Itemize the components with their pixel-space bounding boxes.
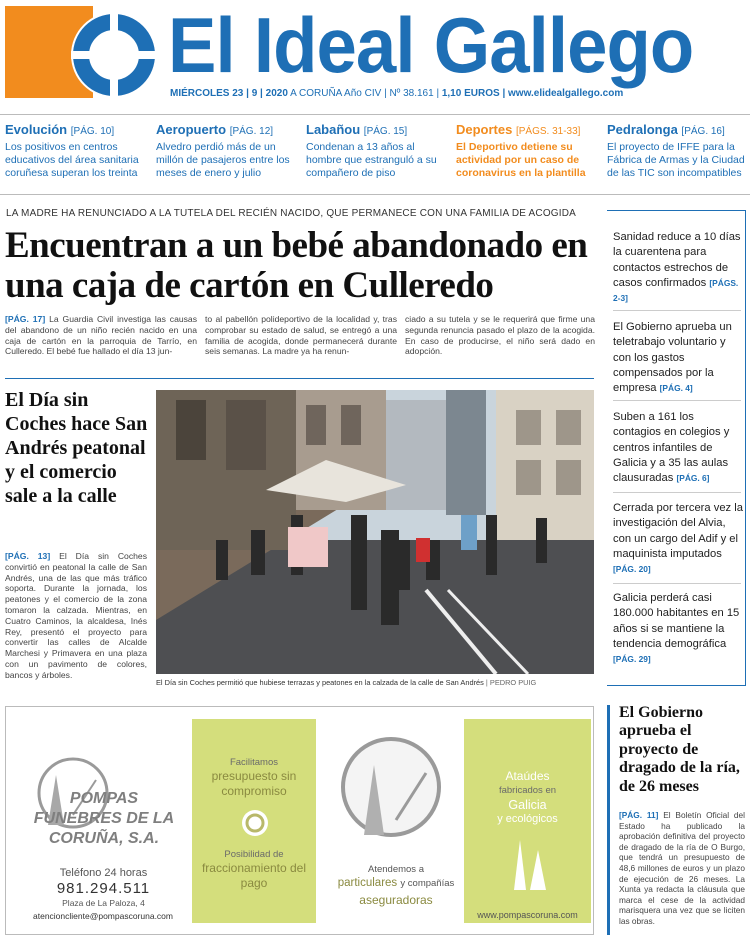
sidebar-story-page-ref[interactable]: [PÁG. 11] <box>619 810 659 820</box>
edition-info <box>170 88 623 99</box>
second-story-page-ref[interactable]: [PÁG. 13] <box>5 551 51 561</box>
teaser-page: [PÁG. 16] <box>681 126 725 137</box>
teaser-text: Los positivos en centros educativos del área sanitaria coruñesa superan los treinta <box>5 141 139 179</box>
teaser-pedralonga[interactable] <box>607 122 747 180</box>
sidebar-item-demografia[interactable]: Galicia perderá casi 180.000 habitantes en 15 años si se mantiene la tendencia demográfica [PÁG. 29] <box>613 592 740 665</box>
divider <box>613 583 741 584</box>
sidebar-item-sanidad[interactable]: Sanidad reduce a 10 días la cuarentena para contactos estrechos de casos confirmados [PÁGS. 2-3] <box>613 231 741 304</box>
edition-website: | www.elidealgallego.com <box>502 88 624 99</box>
teaser-deportes[interactable] <box>456 122 601 180</box>
divider <box>613 400 741 401</box>
teaser-page: [PÁG. 10] <box>70 126 115 137</box>
main-story-col-3: ciado a su tutela y se le requerirá que firme una segunda renuncia pasado el plazo de la acogida. En caso de producirse, el niño será dado en adopción. <box>405 314 595 357</box>
teaser-text: El Deportivo detiene su actividad por un caso de coronavirus en la plantilla <box>456 141 586 179</box>
sidebar-story-body: [PÁG. 11] El Boletín Oficial del Estado ha publicado la aprobación definitiva del proyecto de dragado de la ría de O Burgo, que tendrá un presupuesto de 48,6 millones de euros y un plazo de ejecución de 26 meses. La Xunta ya redacta la cláusula que marca el cese de la actividad marisquera una vez que se liciten las obras. <box>619 810 746 926</box>
teaser-page: [PÁG. 15] <box>363 126 408 137</box>
photo-caption: El Día sin Coches permitió que hubiese terrazas y peatones en la calzada de la calle de San Andrés | PEDRO PUIG <box>156 678 537 687</box>
ad-product-4: y ecológicos <box>497 813 558 825</box>
sidebar-item-alvia[interactable]: Cerrada por tercera vez la investigación del Alvia, con un cargo del Adif y el maquinista imputados [PÁG. 20] <box>613 502 743 575</box>
street-photo <box>156 390 594 674</box>
main-story-col-2: to al pabellón polideportivo de la localidad y, tras comprobar su estado de salud, se entregó a una familia de acogida, donde permanecerá durante seis semanas. La madre ya ha renun- <box>205 314 397 357</box>
divider <box>613 310 741 311</box>
ad-offer-3: Posibilidad de <box>224 849 284 860</box>
teaser-title: Labañou <box>306 122 361 137</box>
edition-city: A CORUÑA Año CIV <box>290 88 382 99</box>
clock-icon <box>240 808 270 838</box>
ad-address: Plaza de La Paloza, 4 <box>62 898 145 908</box>
newspaper-title: El Ideal Gallego <box>168 1 694 89</box>
teaser-title: Pedralonga <box>607 122 678 137</box>
sidebar-item-contagios[interactable]: Suben a 161 los contagios en colegios y centros infantiles de Galicia y a 35 las aulas clausuradas [PÁG. 6] <box>613 411 730 485</box>
second-story-body: [PÁG. 13] El Día sin Coches convirtió en peatonal la calle de San Andrés, una de las que más tráfico soporta. Durante la jornada, los peatones y el comercio de la zona tomaron la calzada. Mientras, en Cuatro Caminos, la alcaldesa, Inés Rey, presentó el proyecto para convertir las calles de Alcalde Marchesi y Primavera en una plaza con un pavimento de colores, bancos y árboles. <box>5 551 147 680</box>
divider <box>0 194 750 195</box>
masthead <box>0 0 750 105</box>
teaser-page: [PÁGS. 31-33] <box>515 126 581 137</box>
teaser-title: Deportes <box>456 122 513 137</box>
cypress-trees-icon <box>506 832 552 892</box>
teaser-aeropuerto[interactable] <box>156 122 301 180</box>
edition-price: 1,10 EUROS <box>441 88 500 99</box>
newspaper-logo-icon <box>5 6 163 98</box>
teaser-labanou[interactable] <box>306 122 451 180</box>
teaser-evolucion[interactable] <box>5 122 150 180</box>
funeral-home-ad[interactable] <box>5 706 594 935</box>
teaser-text: Condenan a 13 años al hombre que estranguló a su compañero de piso <box>306 141 437 179</box>
divider <box>5 378 594 379</box>
ad-service-2: particulares y compañías <box>337 877 455 889</box>
ad-product-3: Galicia <box>508 798 547 812</box>
main-story-body <box>5 314 595 364</box>
sidebar-story-accent <box>607 705 610 935</box>
ad-email[interactable]: atencioncliente@pompascoruna.com <box>33 911 173 921</box>
ad-offer-2: presupuesto sin compromiso <box>211 769 297 798</box>
ad-website[interactable]: www.pompascoruna.com <box>477 910 578 920</box>
divider <box>0 114 750 115</box>
teaser-text: El proyecto de IFFE para la Fábrica de Armas y la Ciudad de las TIC son incompatibles <box>607 141 745 179</box>
edition-date: | 9 | 2020 <box>246 88 288 99</box>
teaser-title: Evolución <box>5 122 68 137</box>
ad-service-3: aseguradoras <box>359 893 433 907</box>
main-story-kicker: LA MADRE HA RENUNCIADO A LA TUTELA DEL RECIÉN NACIDO, QUE PERMANECE CON UNA FAMILIA DE ACOGIDA <box>6 208 577 219</box>
ad-phone[interactable]: 981.294.511 <box>56 880 151 897</box>
divider <box>613 492 741 493</box>
sidebar-story-headline[interactable]: El Gobierno aprueba el proyecto de dragado de la ría, de 26 meses <box>619 704 740 795</box>
main-story-col-1: [PÁG. 17] La Guardia Civil investiga las causas del abandono de un niño recién nacido en una caja de cartón en la parroquia de Tarrío, en Culleredo. El bebé fue hallado el día 13 jun- <box>5 314 198 357</box>
edition-number: | Nº 38.161 | <box>384 88 440 99</box>
main-story-page-ref[interactable]: [PÁG. 17] <box>5 314 46 324</box>
teaser-title: Aeropuerto <box>156 122 227 137</box>
sidebar-item-teletrabajo[interactable]: El Gobierno aprueba un teletrabajo voluntario y con los gastos compensados por la empresa [PÁG. 4] <box>613 321 732 395</box>
main-story-headline[interactable]: Encuentran a un bebé abandonado en una caja de cartón en Culleredo <box>5 225 588 306</box>
photo-credit: | PEDRO PUIG <box>485 678 537 687</box>
ad-product-2: fabricados en <box>498 785 557 796</box>
ad-product-1: Ataúdes <box>505 769 550 783</box>
ad-service-1: Atendemos a <box>368 864 424 875</box>
tree-logo-icon-large <box>336 735 446 845</box>
edition-day: MIÉRCOLES 23 <box>170 88 244 99</box>
ad-phone-label: Teléfono 24 horas <box>59 867 148 879</box>
ad-offer-1: Facilitamos <box>229 757 279 768</box>
teaser-bar <box>0 122 750 188</box>
teaser-page: [PÁG. 12] <box>229 126 274 137</box>
teaser-text: Alvedro perdió más de un millón de pasajeros entre los meses de enero y julio <box>156 141 290 179</box>
ad-company-name: POMPAS FUNEBRES DE LA CORUÑA, S.A. <box>33 790 175 847</box>
ad-offer-4: fraccionamiento del pago <box>201 861 307 890</box>
second-story-headline[interactable]: El Día sin Coches hace San Andrés peatonal y el comercio sale a la calle <box>5 389 148 507</box>
